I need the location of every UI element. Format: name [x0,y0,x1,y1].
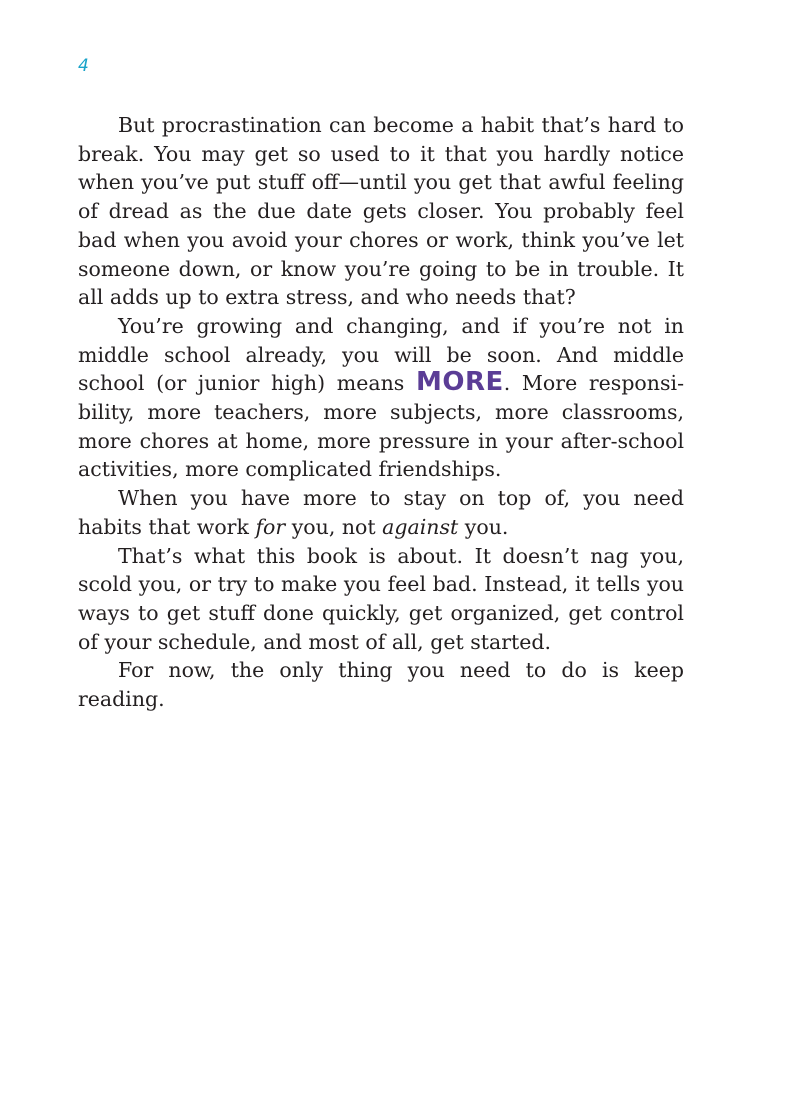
for-emphasis: for [255,514,286,539]
paragraph-1: But procrastination can become a habit that’s hard to break. You may get so used to it that you hardly notice when you’ve put stuff off—until you get that awful feeling of dread as the due date gets closer. You probably feel bad when you avoid your chores or work, think you’ve let someone down, or know you’re going to be in trouble. It all adds up to extra stress, and who needs that? [78,113,684,310]
paragraph-3 [78,484,684,541]
paragraph-3-text-c: you. [458,514,509,539]
paragraph-2-text-end: . More responsibility, more teachers, more subjects, more classrooms, more chores at home, more pressure in your after-school activities, more complicated friendships. [78,371,684,482]
paragraph-2 [78,312,684,484]
page-number: 4 [78,56,89,76]
against-emphasis: against [382,514,459,539]
paragraph-2-text-start: You’re growing and changing, and if you’re not in middle school already, you will be soon. And middle school (or junior high) means [78,313,684,396]
body-text [78,111,684,714]
paragraph-4: That’s what this book is about. It doesn’t nag you, scold you, or try to make you feel bad. Instead, it tells you ways to get stuff done quickly, get organized, get control of your schedule, and most of all, get started. [78,543,684,654]
paragraph-3-text-b: you, not [285,514,383,539]
paragraph-5: For now, the only thing you need to do is keep reading. [78,658,684,712]
paragraph-3-text-a: When you have more to stay on top of, you need habits that work [78,486,684,539]
more-emphasis: MORE [415,367,504,398]
